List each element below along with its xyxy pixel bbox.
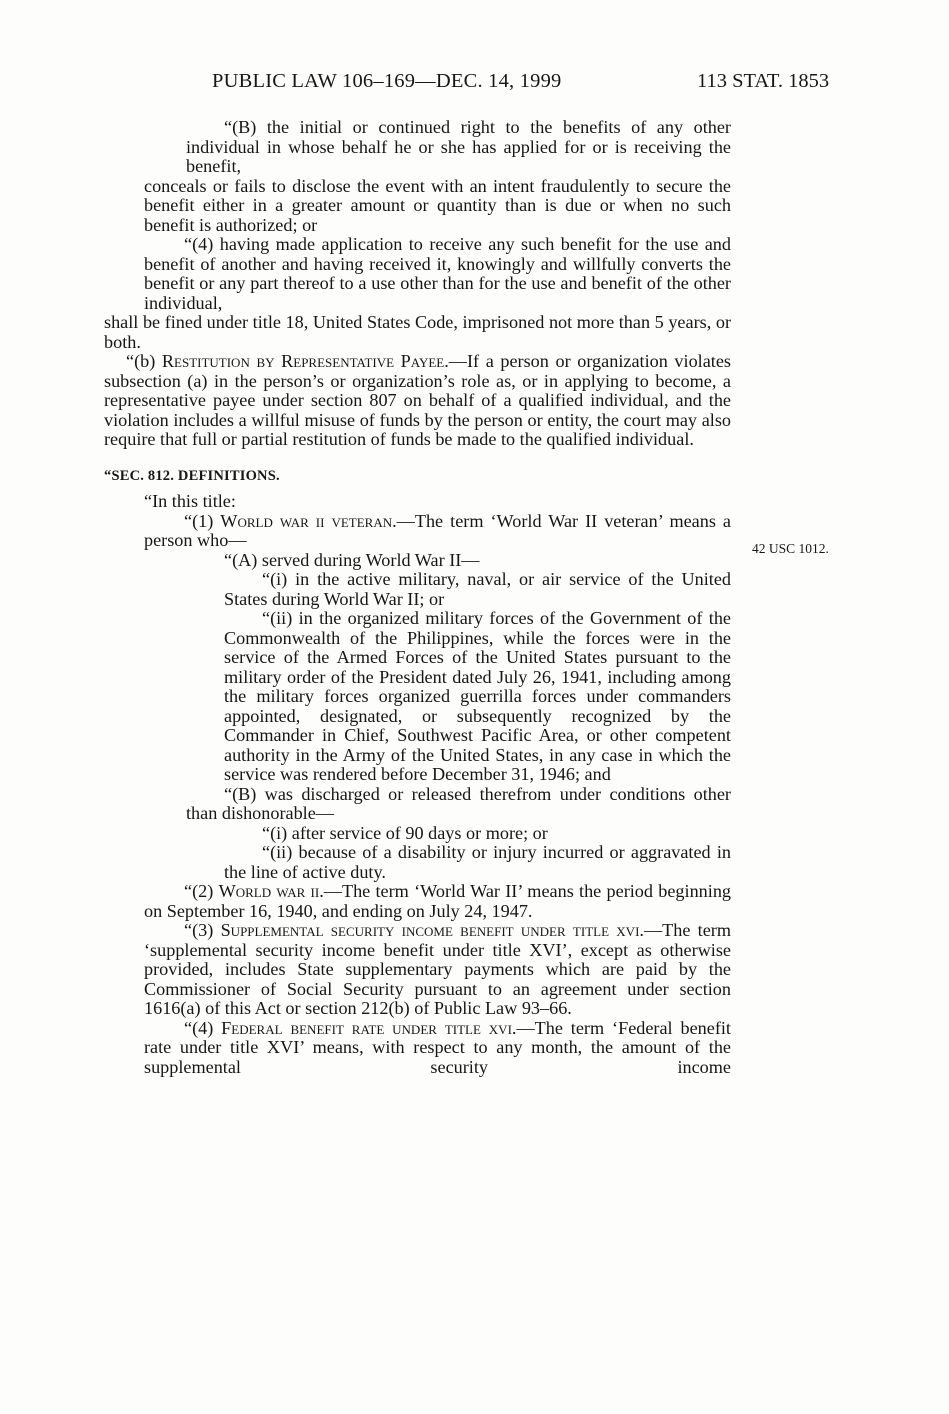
paragraph-i-90-days: [104, 824, 731, 844]
paragraph-ii-philippines: [104, 609, 731, 785]
paragraph-b-restitution: [104, 352, 731, 450]
paragraph-b-discharged: [104, 785, 731, 824]
paragraph-text: “In this title:: [144, 491, 236, 511]
paragraph-text: “(4) having made application to receive any such benefit for the use and benefit of another and having received it, knowingly and willfully converts the benefit or any part thereof to a use other than for the use and benefit of the other individual,: [144, 234, 731, 313]
paragraph-3-ssi-benefit: [104, 921, 731, 1019]
paragraph-text: “(A) served during World War II—: [224, 549, 480, 570]
paragraph-b-initial-right: [104, 118, 731, 177]
paragraph-text: “(ii) in the organized military forces of the Government of the Commonwealth of the Philippines, while the forces were in the service of the Armed Forces of the United States pursuant to the military order of the President dated July 26, 1941, including among the military forces organized guerrilla forces under commanders appointed, designated, or subsequently recognized by the Commander in Chief, Southwest Pacific Area, or other competent authority in the Army of the United States, in any case in which the service was rendered before December 31, 1946; and: [224, 608, 731, 784]
paragraph-4-federal-benefit-rate: [104, 1019, 731, 1078]
paragraph-text: “(i) in the active military, naval, or air service of the United States during World War II; or: [224, 569, 731, 609]
paragraph-shall-be-fined: [104, 313, 731, 352]
section-812-heading: “SEC. 812. DEFINITIONS.: [104, 467, 280, 484]
paragraph-text: —The term ‘supplemental security income benefit under title XVI’, except as otherwise provided, includes State supplementary payments which are paid by the Commissioner of Social Security pursuant to an agreement under section 1616(a) of this Act or section 212(b) of Public Law 93–66.: [144, 920, 732, 1018]
paragraph-text: shall be fined under title 18, United States Code, imprisoned not more than 5 years, or both.: [104, 312, 731, 352]
paragraph-text: “(B) the initial or continued right to the benefits of any other individual in whose behalf he or she has applied for or is receiving the benefit,: [186, 117, 731, 176]
paragraph-1-ww2-veteran: [104, 512, 731, 551]
paragraph-lead: “(4): [184, 1017, 222, 1038]
margin-citation: 42 USC 1012.: [752, 541, 829, 556]
document-body: [104, 118, 731, 1077]
paragraph-a-served: [104, 551, 731, 571]
paragraph-lead: “(3): [184, 920, 221, 940]
page-header-stat-ref: 113 STAT. 1853: [697, 70, 830, 92]
paragraph-lead: “(1): [184, 510, 221, 531]
paragraph-text: “(B) was discharged or released therefrom under conditions other than dishonorable—: [186, 783, 731, 823]
paragraph-lead: “(b): [126, 351, 162, 371]
paragraph-lead: “(2): [184, 881, 219, 901]
paragraph-text: “(i) after service of 90 days or more; or: [262, 822, 548, 843]
paragraph-text: conceals or fails to disclose the event with an intent fraudulently to secure the benefit either in a greater amount or quantity than is due or when no such benefit is authorized; or: [144, 175, 731, 235]
paragraph-text: “(ii) because of a disability or injury incurred or aggravated in the line of active duty.: [224, 842, 731, 882]
paragraph-text: —The term ‘World War II’ means the period beginning on September 16, 1940, and ending on July 24, 1947.: [144, 881, 732, 921]
paragraph-heading: Federal benefit rate under title xvi.: [221, 1017, 517, 1038]
paragraph-text: —If a person or organization violates subsection (a) in the person’s or organization’s role as, or in applying to become, a representative payee under section 807 on behalf of a qualified individual, and the violation includes a willful misuse of funds by the person or entity, the court may also require that full or partial restitution of funds be made to the qualified individual.: [104, 351, 731, 449]
paragraph-heading: World war ii veteran.: [220, 510, 397, 531]
paragraph-heading: World war ii.: [218, 881, 324, 901]
paragraph-ii-disability: [104, 843, 731, 882]
paragraph-text: —The term ‘Federal benefit rate under title XVI’ means, with respect to any month, the amount of the supplemental security income: [144, 1017, 731, 1077]
paragraph-i-active-service: [104, 570, 731, 609]
paragraph-heading: Restitution by Representative Payee.: [161, 351, 449, 371]
paragraph-text: —The term ‘World War II veteran’ means a person who—: [144, 510, 731, 550]
page-header-title: PUBLIC LAW 106–169—DEC. 14, 1999: [212, 70, 562, 92]
paragraph-2-ww2: [104, 882, 731, 921]
paragraph-heading: Supplemental security income benefit under title xvi.: [220, 920, 644, 940]
paragraph-in-this-title: [104, 492, 731, 512]
paragraph-conceals: [104, 177, 731, 236]
paragraph-4-application: [104, 235, 731, 313]
